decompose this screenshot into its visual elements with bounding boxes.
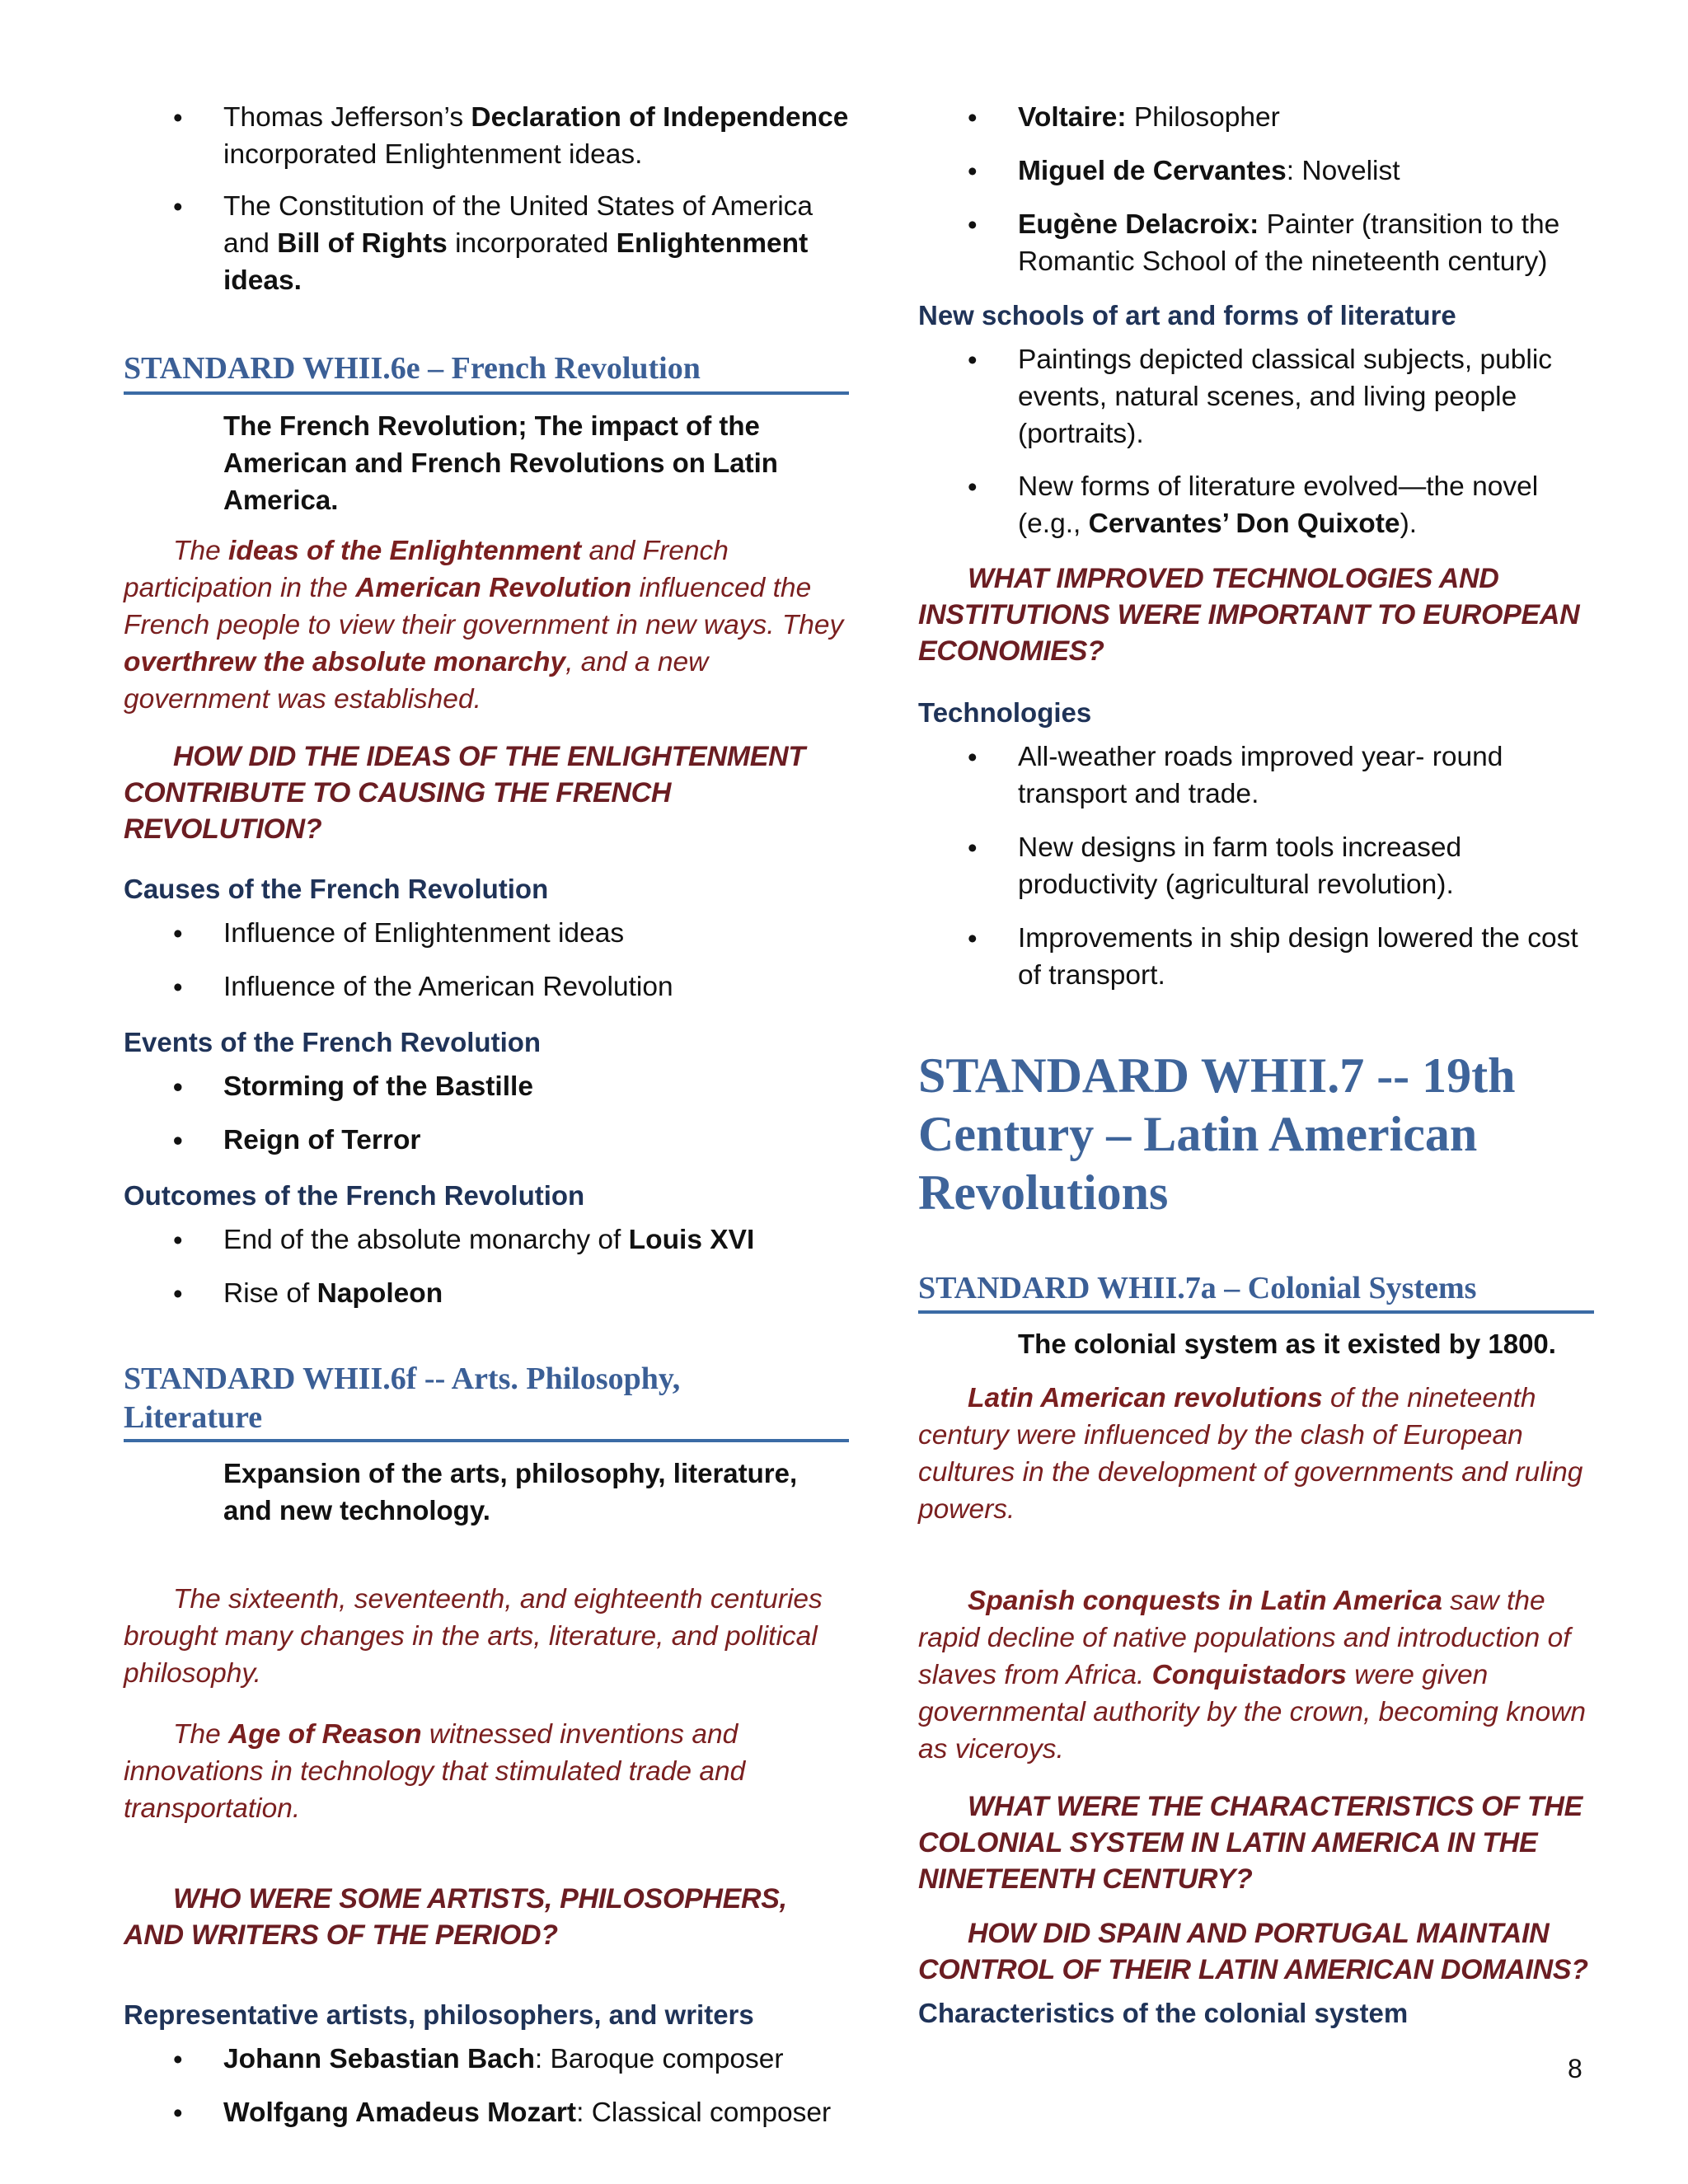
summary-paragraph bbox=[124, 1716, 849, 1827]
bullet-text: : Classical composer bbox=[576, 2097, 832, 2128]
list-item bbox=[918, 206, 1594, 280]
bullet-bold-text: Johann Sebastian Bach bbox=[223, 2044, 535, 2074]
focus-statement: Expansion of the arts, philosophy, literature, and new technology. bbox=[223, 1458, 798, 1526]
bullet-text: : Novelist bbox=[1286, 156, 1400, 186]
sub-heading-events: Events of the French Revolution bbox=[124, 1027, 542, 1057]
bullet-bold-text: Napoleon bbox=[316, 1278, 443, 1309]
para-text: , and a new government was established. bbox=[124, 647, 709, 715]
sub-heading-technologies: Technologies bbox=[918, 697, 1092, 728]
bullet-bold-text: Louis XVI bbox=[628, 1225, 755, 1255]
list-item: • Improvements in ship design lowered the cost of transport. bbox=[918, 920, 1594, 994]
para-text: influenced the French people to view their government in new ways. They bbox=[124, 573, 844, 640]
list-item: • Storming of the Bastille bbox=[124, 1068, 849, 1105]
para-text: The bbox=[173, 536, 229, 566]
bullet-bold-text: Voltaire: bbox=[1018, 102, 1127, 133]
para-text: The bbox=[173, 1719, 229, 1750]
bullet-text: New forms of literature evolved—the novel (e.g., bbox=[1018, 471, 1539, 539]
para-bold-text: Latin American revolutions bbox=[968, 1383, 1323, 1413]
bullet-text: Painter (transition to the Romantic School of the nineteenth century) bbox=[1018, 209, 1560, 277]
standard-heading-whii6f: STANDARD WHII.6f -- Arts. Philosophy, Literature bbox=[124, 1361, 681, 1435]
bullet-text: Rise of bbox=[223, 1278, 317, 1309]
focus-statement: The colonial system as it existed by 1800. bbox=[1018, 1329, 1556, 1359]
sub-heading-causes: Causes of the French Revolution bbox=[124, 874, 549, 904]
heading-rule bbox=[124, 391, 849, 395]
list-item bbox=[918, 468, 1594, 542]
sub-heading-representatives: Representative artists, philosophers, and writers bbox=[124, 1999, 754, 2030]
bullet-text: Thomas Jefferson’s bbox=[223, 102, 471, 133]
bullet-bold-text: Declaration of Independence bbox=[471, 102, 849, 133]
bullet-text: Philosopher bbox=[1126, 102, 1280, 133]
list-item: • All-weather roads improved year- round transport and trade. bbox=[918, 738, 1594, 813]
list-item: • New designs in farm tools increased productivity (agricultural revolution). bbox=[918, 829, 1594, 903]
essential-question: WHO WERE SOME ARTISTS, PHILOSOPHERS, AND WRITERS OF THE PERIOD? bbox=[124, 1883, 787, 1951]
essential-question: WHAT IMPROVED TECHNOLOGIES AND INSTITUTIONS WERE IMPORTANT TO EUROPEAN ECONOMIES? bbox=[918, 563, 1580, 667]
summary-paragraph bbox=[124, 532, 849, 718]
para-bold-text: overthrew the absolute monarchy bbox=[124, 647, 566, 677]
para-text: saw the rapid decline of native populations and introduction of slaves from Africa. bbox=[918, 1586, 1571, 1690]
bullet-bold-text: Enlightenment ideas. bbox=[223, 228, 809, 296]
list-item bbox=[124, 188, 849, 299]
focus-statement: The French Revolution; The impact of the American and French Revolutions on Latin America. bbox=[223, 410, 778, 515]
para-text: of the nineteenth century were influenced by the clash of European cultures in the development of governments and ruling powers. bbox=[918, 1383, 1583, 1525]
sub-heading-outcomes: Outcomes of the French Revolution bbox=[124, 1180, 585, 1211]
list-item: • Influence of Enlightenment ideas bbox=[124, 915, 849, 952]
bullet-bold-text: Cervantes’ Don Quixote bbox=[1088, 509, 1400, 539]
heading-rule bbox=[124, 1439, 849, 1442]
para-bold-text: Conquistadors bbox=[1151, 1660, 1347, 1690]
bullet-text: incorporated Enlightenment ideas. bbox=[223, 139, 643, 170]
standard-big-heading-whii7: STANDARD WHII.7 -- 19th Century – Latin American Revolutions bbox=[918, 1048, 1516, 1220]
list-item: • Reign of Terror bbox=[124, 1122, 849, 1159]
standard-heading-whii6e: STANDARD WHII.6e – French Revolution bbox=[124, 351, 701, 386]
summary-paragraph bbox=[918, 1380, 1594, 1528]
list-item bbox=[124, 1221, 849, 1258]
bullet-text: : Baroque composer bbox=[534, 2044, 784, 2074]
list-item bbox=[124, 1275, 849, 1312]
list-item bbox=[918, 152, 1594, 190]
list-item bbox=[918, 341, 1594, 452]
list-item bbox=[918, 99, 1594, 136]
list-item bbox=[124, 99, 849, 173]
para-bold-text: American Revolution bbox=[355, 573, 632, 603]
summary-paragraph: The sixteenth, seventeenth, and eighteenth centuries brought many changes in the arts, literature, and political philosophy. bbox=[124, 1584, 823, 1689]
page-number: 8 bbox=[1568, 2054, 1582, 2083]
para-bold-text: ideas of the Enlightenment bbox=[228, 536, 582, 566]
bullet-bold-text: Wolfgang Amadeus Mozart bbox=[223, 2097, 577, 2128]
sub-heading-art: New schools of art and forms of literature bbox=[918, 300, 1456, 330]
para-bold-text: Spanish conquests in Latin America bbox=[968, 1586, 1442, 1616]
bullet-text: End of the absolute monarchy of bbox=[223, 1225, 629, 1255]
para-text: were given governmental authority by the crown, becoming known as viceroys. bbox=[918, 1660, 1587, 1765]
bullet-text: The Constitution of the United States of America and bbox=[223, 191, 814, 259]
bullet-text: Paintings depicted classical subjects, public events, natural scenes, and living people (portraits). bbox=[1018, 344, 1553, 449]
bullet-text: incorporated bbox=[447, 228, 617, 259]
bullet-bold-text: Bill of Rights bbox=[277, 228, 448, 259]
bullet-text: ). bbox=[1400, 509, 1418, 539]
list-item: • Influence of the American Revolution bbox=[124, 968, 849, 1005]
sub-heading-characteristics: Characteristics of the colonial system bbox=[918, 1998, 1409, 2028]
essential-question: WHAT WERE THE CHARACTERISTICS OF THE COLONIAL SYSTEM IN LATIN AMERICA IN THE NINETEENTH CENTURY? bbox=[918, 1791, 1582, 1895]
para-bold-text: Age of Reason bbox=[228, 1719, 422, 1750]
heading-rule bbox=[918, 1310, 1594, 1314]
bullet-bold-text: Eugène Delacroix: bbox=[1018, 209, 1259, 240]
para-text: and French participation in the bbox=[124, 536, 729, 603]
essential-question: HOW DID SPAIN AND PORTUGAL MAINTAIN CONTROL OF THEIR LATIN AMERICAN DOMAINS? bbox=[918, 1918, 1588, 1985]
list-item bbox=[124, 2041, 849, 2078]
summary-paragraph bbox=[918, 1582, 1594, 1768]
list-item bbox=[124, 2094, 849, 2131]
essential-question: HOW DID THE IDEAS OF THE ENLIGHTENMENT CONTRIBUTE TO CAUSING THE FRENCH REVOLUTION? bbox=[124, 741, 805, 845]
para-text: witnessed inventions and innovations in technology that stimulated trade and transportation. bbox=[124, 1719, 746, 1824]
bullet-bold-text: Miguel de Cervantes bbox=[1018, 156, 1287, 186]
standard-heading-whii7a: STANDARD WHII.7a – Colonial Systems bbox=[918, 1271, 1477, 1305]
